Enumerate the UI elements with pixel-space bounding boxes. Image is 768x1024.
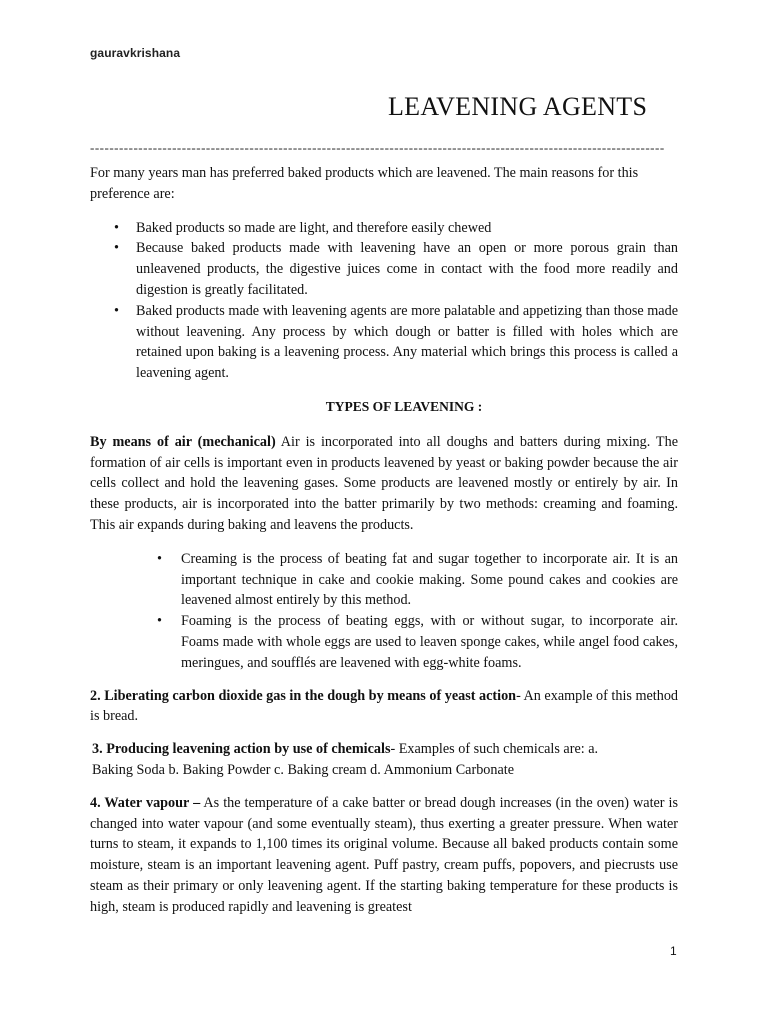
list-item: [90, 238, 678, 300]
dashed-divider: -----------------------------------------------------------------------------------------------------------------------: [90, 140, 665, 155]
bullet-icon: •: [157, 613, 162, 630]
document-title: LEAVENING AGENTS: [388, 92, 648, 121]
bullet-icon: •: [114, 219, 119, 236]
chemicals-list-text: Baking Soda b. Baking Powder c. Baking cream d. Ammonium Carbonate: [92, 761, 515, 778]
yeast-text: - An example of this method is bread.: [90, 687, 679, 725]
list-item: [90, 218, 678, 239]
bullet-icon: •: [114, 302, 119, 319]
chemicals-text: - Examples of such chemicals are: a.: [390, 741, 599, 758]
water-text: As the temperature of a cake batter or bread dough increases (in the oven) water is changed into water vapour (and some eventually steam), thus exerting a greater pressure. When water turns to steam, it expands to 1,100 times its original volume. Because all baked products contain some moisture, steam is an important leavening agent. Puff pastry, cream puffs, popovers, and piecrusts use steam as their primary or only leavening agent. If the starting baking temperature for these products is high, steam is produced rapidly and leavening is greatest: [90, 794, 679, 915]
document-body: [90, 163, 678, 918]
intro-paragraph: For many years man has preferred baked products which are leavened. The main reasons for this preference are:: [90, 165, 639, 202]
author-name: gauravkrishana: [90, 46, 181, 60]
water-heading: 4. Water vapour –: [90, 794, 201, 811]
chemicals-heading: 3. Producing leavening action by use of chemicals: [92, 741, 391, 758]
air-methods-list: [90, 549, 678, 674]
chemicals-paragraph: [90, 739, 678, 781]
section-heading: TYPES OF LEAVENING :: [325, 398, 483, 414]
yeast-paragraph: [90, 686, 678, 728]
bullet-icon: •: [157, 550, 162, 567]
yeast-heading: 2. Liberating carbon dioxide gas in the dough by means of yeast action: [90, 687, 517, 704]
water-paragraph: [90, 793, 678, 918]
list-item-text: Because baked products made with leavening have an open or more porous grain than unleavened products, the digestive juices come in contact with the food more readily and digestion is greatly facilitated.: [136, 240, 678, 298]
reasons-list: [90, 218, 678, 384]
air-heading: By means of air (mechanical): [90, 433, 276, 450]
list-item-text: Baked products made with leavening agents are more palatable and appetizing than those made without leavening. Any process by which dough or batter is filled with holes which are retained upon baking is a leavening process. Any material which brings this process is called a leavening agent.: [136, 302, 678, 382]
list-item-text: Baked products so made are light, and therefore easily chewed: [136, 219, 492, 236]
list-item: [90, 549, 678, 611]
air-paragraph: [90, 432, 678, 536]
bullet-icon: •: [114, 240, 119, 257]
list-item-text: Foaming is the process of beating eggs, with or without sugar, to incorporate air. Foams made with whole eggs are used to leaven sponge cakes, while angel food cakes, meringues, and soufflés are leavened with egg-white foams.: [181, 613, 678, 671]
page-number: 1: [670, 944, 677, 958]
air-text: Air is incorporated into all doughs and batters during mixing. The formation of air cells is important even in products leavened by yeast or baking powder because the air cells collect and hold the leavening gases. Some products are leavened mostly or entirely by air. In these products, air is incorporated into the batter primarily by two methods: creaming and foaming. This air expands during baking and leavens the products.: [90, 433, 678, 533]
list-item: [90, 301, 678, 384]
list-item: [90, 611, 678, 673]
list-item-text: Creaming is the process of beating fat and sugar together to incorporate air. It is an important technique in cake and cookie making. Some pound cakes and cookies are leavened almost entirely by this method.: [181, 550, 678, 609]
